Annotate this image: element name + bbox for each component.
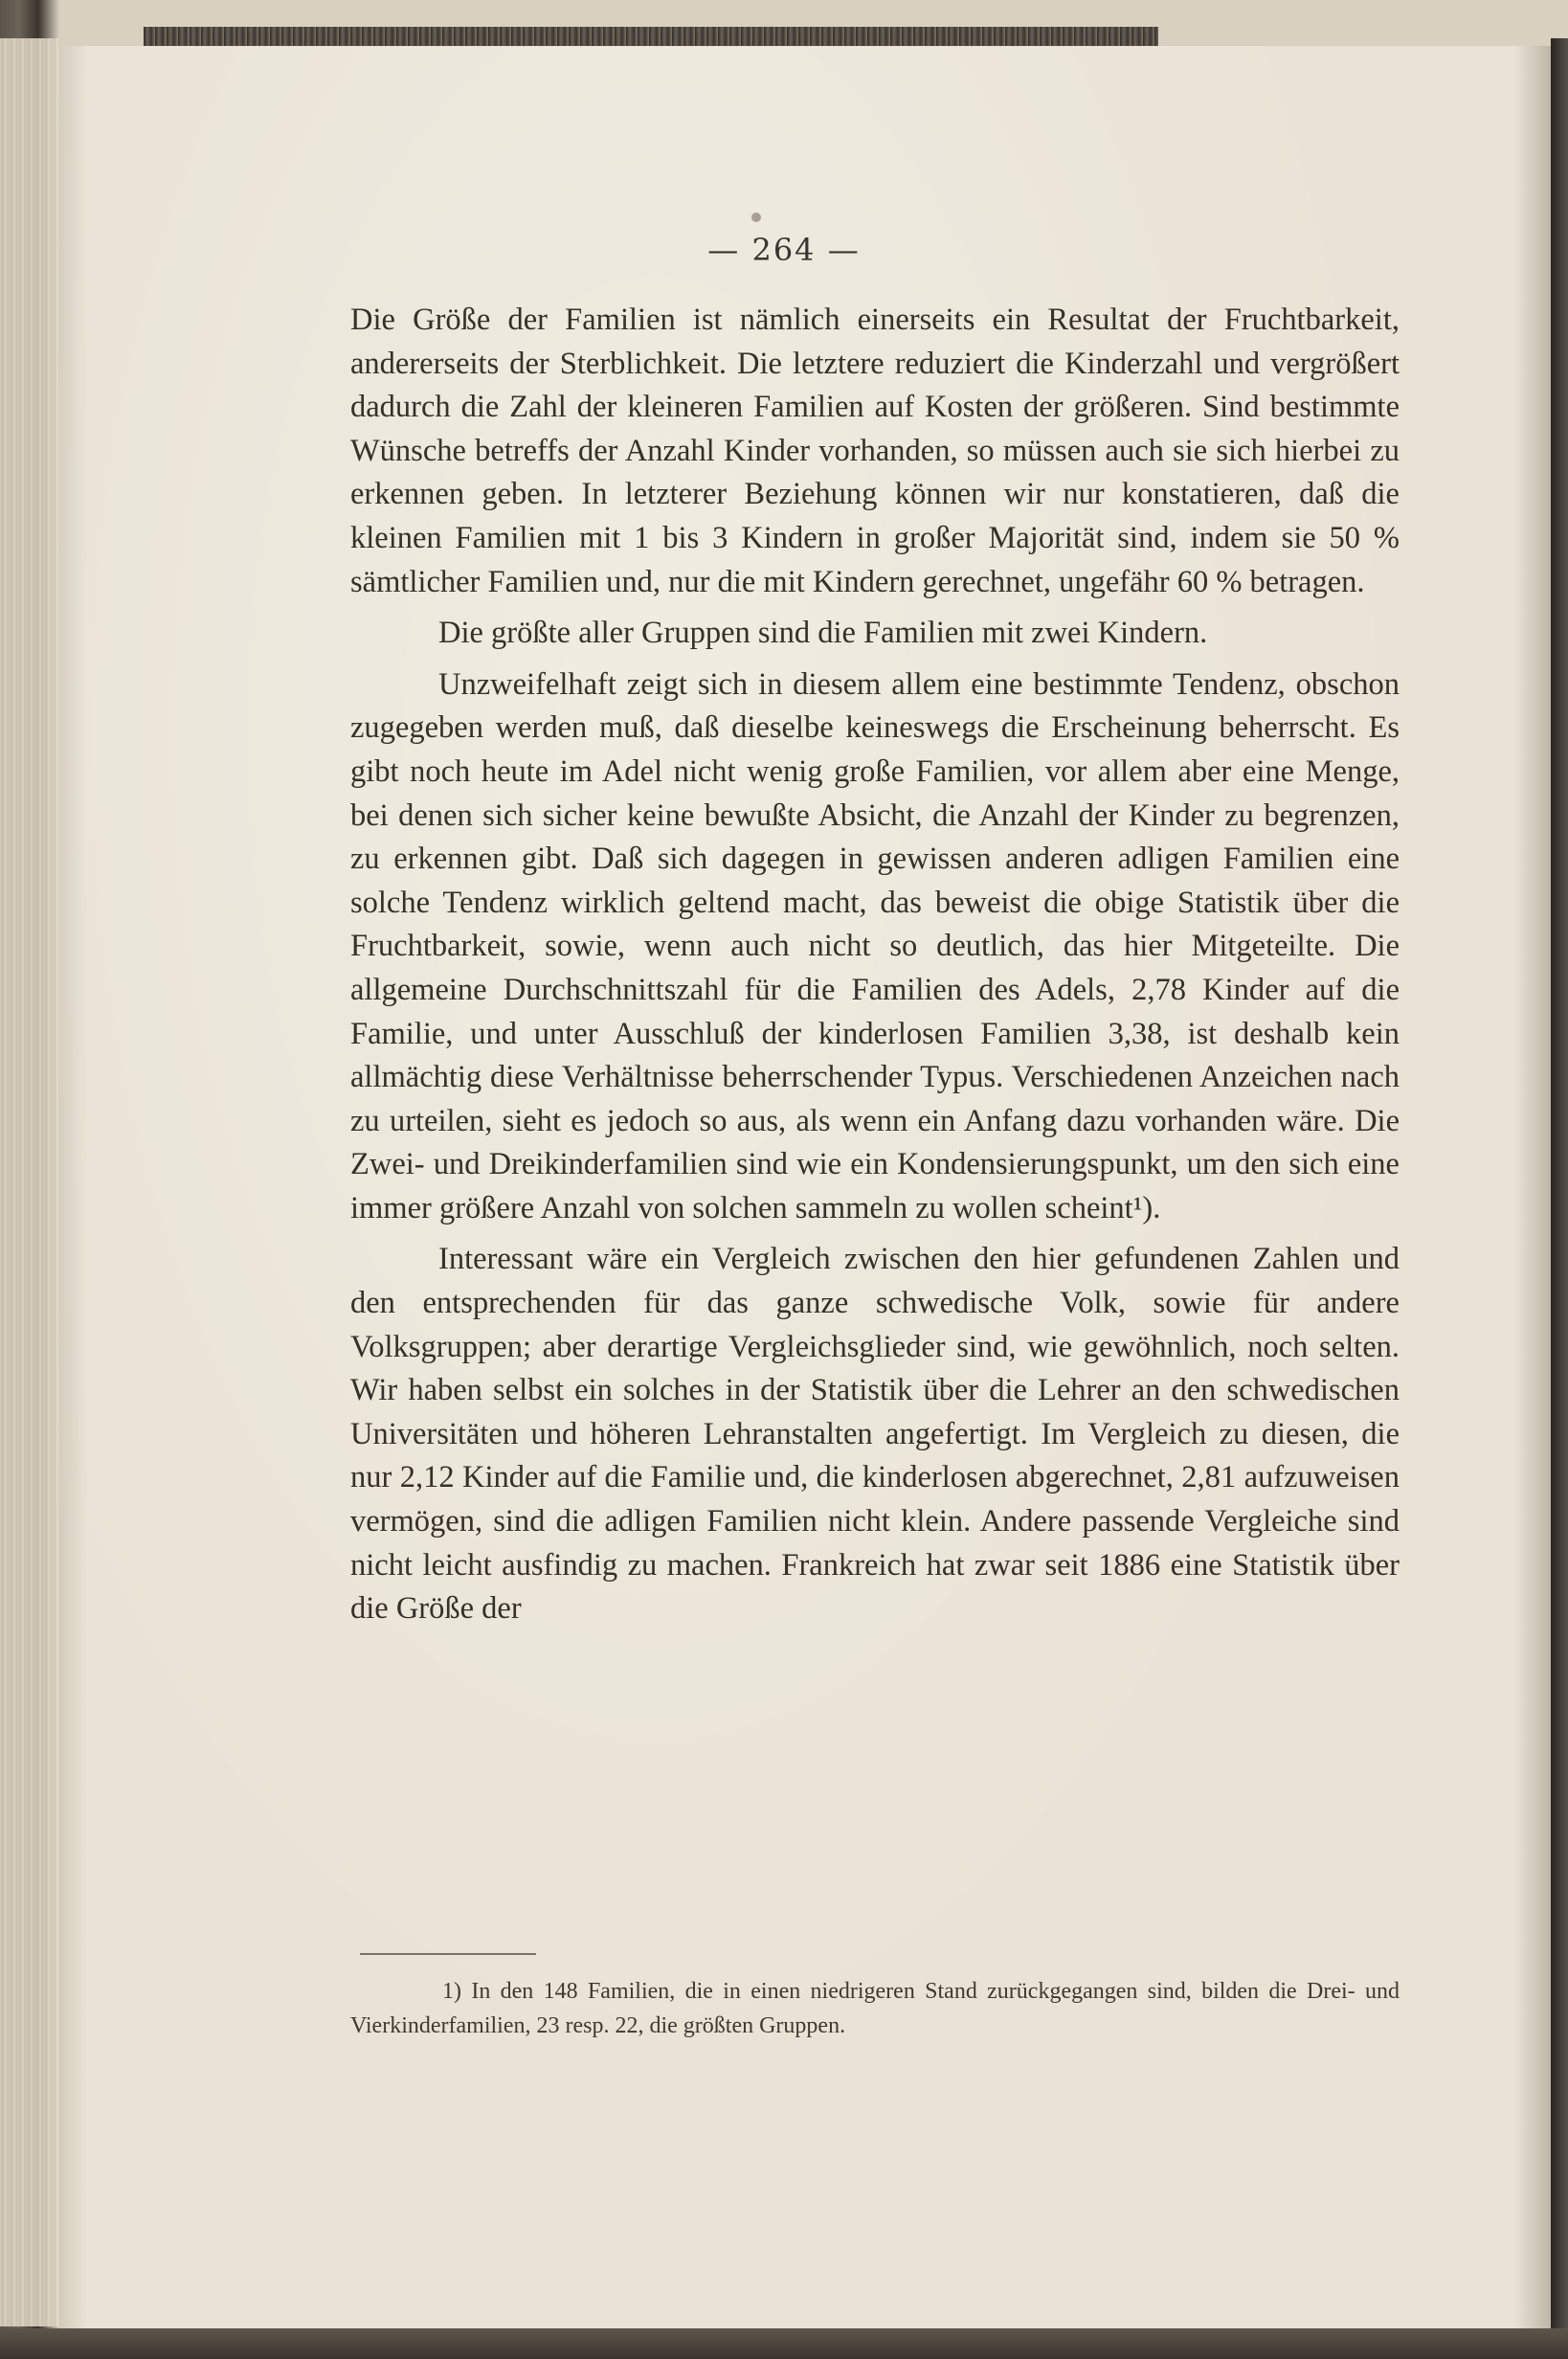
paragraph: Interessant wäre ein Vergleich zwischen den hier gefundenen Zahlen und den entsprechenden für das ganze schwedische Volk, sowie für andere Volksgruppen; aber derartige Vergleichsglieder sind, wie gewöhnlich, noch selten. Wir haben selbst ein solches in der Statistik über die Lehrer an den schwedischen Universitäten und höheren Lehranstalten angefertigt. Im Vergleich zu diesen, die nur 2,12 Kinder auf die Familie und, die kinderlosen abgerechnet, 2,81 aufzuweisen vermögen, sind die adligen Familien nicht klein. Andere passende Vergleiche sind nicht leicht ausfindig zu machen. Frankreich hat zwar seit 1886 eine Statistik über die Größe der bbox=[350, 1242, 1400, 1627]
book-edge-top bbox=[144, 27, 1158, 46]
paragraph: Die größte aller Gruppen sind die Familien mit zwei Kindern. bbox=[438, 616, 1208, 651]
book-page-edges-left bbox=[0, 38, 59, 2326]
footnote bbox=[350, 1974, 1400, 2043]
book-edge-bottom bbox=[0, 2328, 1568, 2359]
book-edge-right bbox=[1551, 38, 1568, 2336]
page-number: — 264 — bbox=[707, 232, 861, 268]
footnote-text: 1) In den 148 Familien, die in einen niedrigeren Stand zurückgegangen sind, bilden die Drei- und Vierkinderfamilien, 23 resp. 22, die größten Gruppen. bbox=[350, 1979, 1400, 2038]
footnote-divider bbox=[360, 1953, 536, 1955]
body-text bbox=[350, 299, 1400, 1639]
ink-speck bbox=[751, 213, 761, 222]
paragraph: Die Größe der Familien ist nämlich einerseits ein Resultat der Fruchtbarkeit, andererseits der Sterblichkeit. Die letztere reduziert die Kinderzahl und vergrößert dadurch die Zahl der kleineren Familien auf Kosten der größeren. Sind bestimmte Wünsche betreffs der Anzahl Kinder vorhanden, so müssen auch sie sich hierbei zu erkennen geben. In letzterer Beziehung können wir nur konstatieren, daß die kleinen Familien mit 1 bis 3 Kindern in großer Majorität sind, indem sie 50 % sämtlicher Familien und, nur die mit Kindern gerechnet, ungefähr 60 % betragen. bbox=[350, 303, 1400, 599]
paragraph: Unzweifelhaft zeigt sich in diesem allem eine bestimmte Tendenz, obschon zugegeben werden muß, daß dieselbe keineswegs die Erscheinung beherrscht. Es gibt noch heute im Adel nicht wenig große Familien, vor allem aber eine Menge, bei denen sich sicher keine bewußte Absicht, die Anzahl der Kinder zu begrenzen, zu erkennen gibt. Daß sich dagegen in gewissen anderen adligen Familien eine solche Tendenz wirklich geltend macht, das beweist die obige Statistik über die Fruchtbarkeit, sowie, wenn auch nicht so deutlich, das hier Mitgeteilte. Die allgemeine Durchschnittszahl für die Familien des Adels, 2,78 Kinder auf die Familie, und unter Ausschluß der kinderlosen Familien 3,38, ist deshalb kein allmächtig diese Verhältnisse beherrschender Typus. Verschiedenen Anzeichen nach zu urteilen, sieht es jedoch so aus, als wenn ein Anfang dazu vorhanden wäre. Die Zwei- und Dreikinderfamilien sind wie ein Kondensierungspunkt, um den sich eine immer größere Anzahl von solchen sammeln zu wollen scheint¹). bbox=[350, 666, 1400, 1225]
